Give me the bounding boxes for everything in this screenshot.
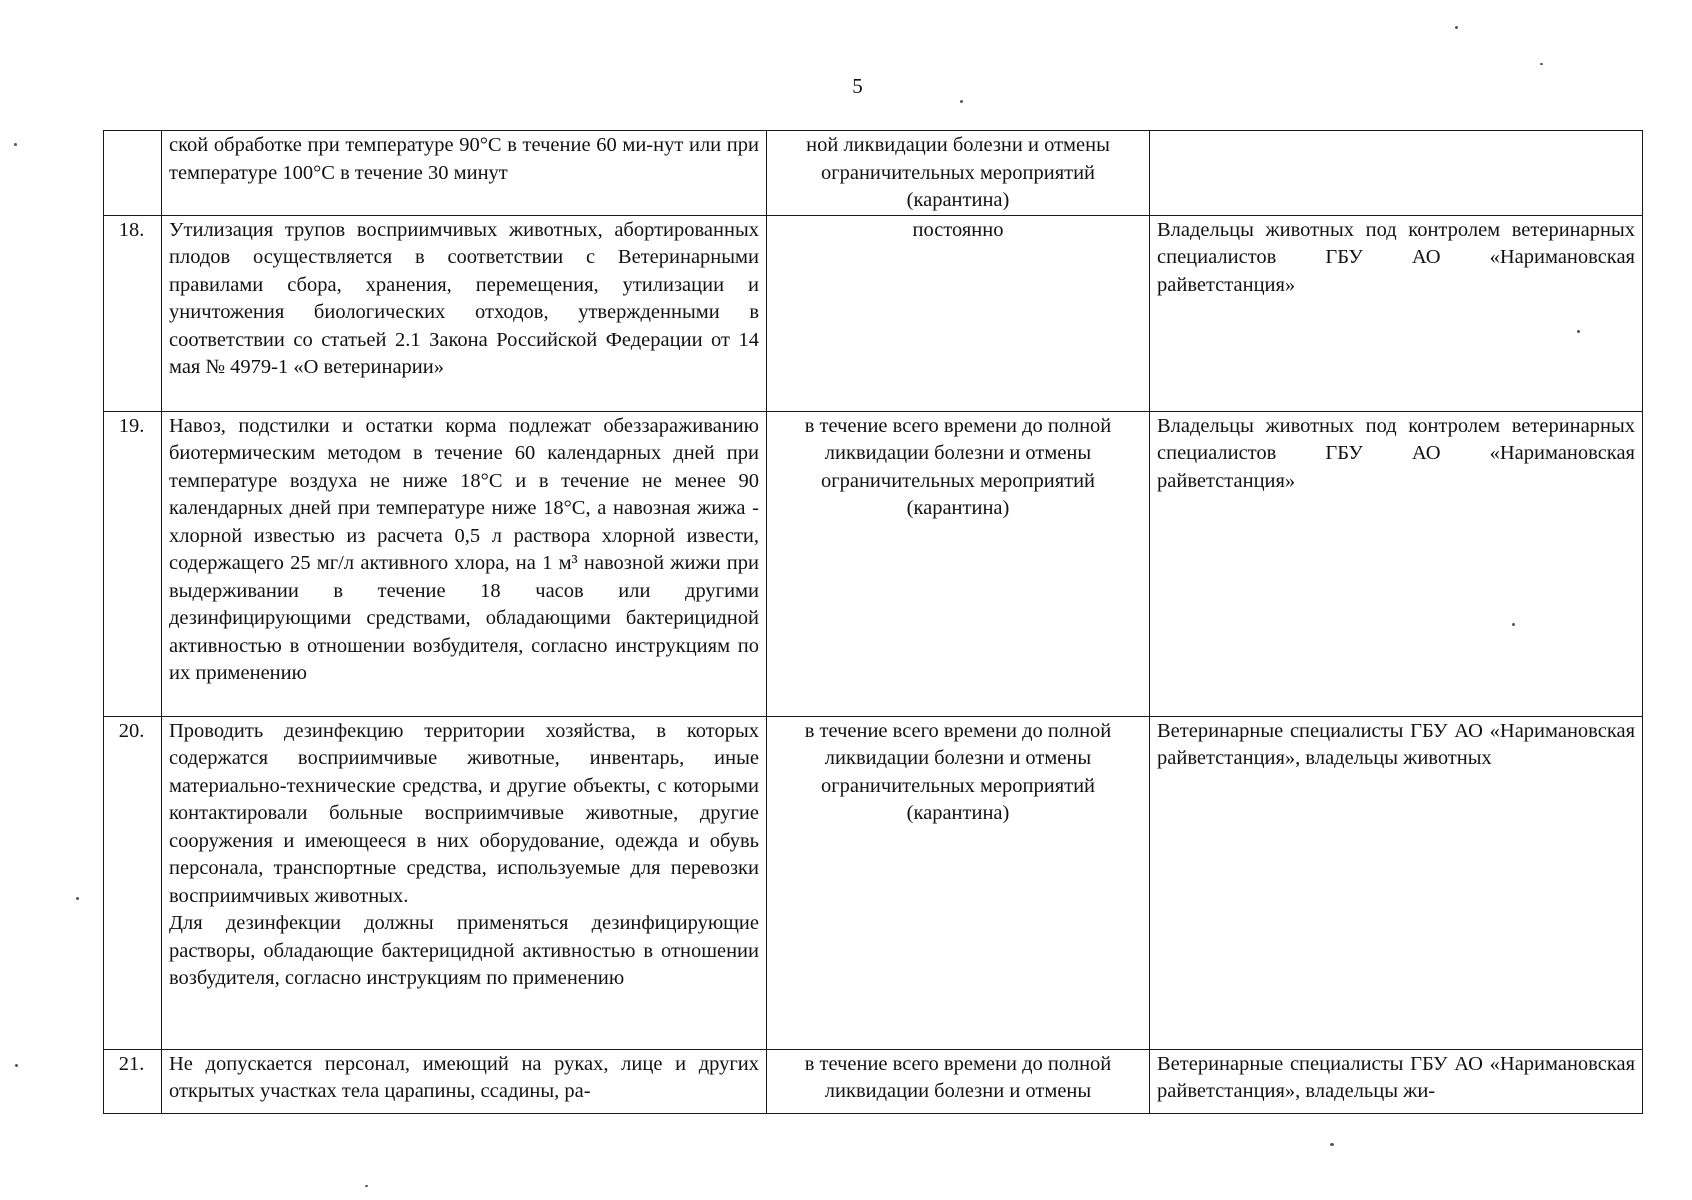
measure-term: ной ликвидации болезни и отмены ограничительных мероприятий (карантина) — [767, 131, 1150, 216]
description-paragraph: Не допускается персонал, имеющий на руках, лице и других открытых участках тела царапины, ссадины, ра- — [169, 1052, 759, 1102]
measure-term: в течение всего времени до полной ликвидации болезни и отмены ограничительных мероприятий (карантина) — [767, 411, 1150, 716]
measure-description — [162, 215, 767, 411]
measure-description — [162, 411, 767, 716]
table-row — [104, 131, 1643, 216]
measure-responsible: Ветеринарные специалисты ГБУ АО «Наримановская райветстанция», владельцы жи- — [1150, 1049, 1643, 1113]
scan-speck — [1455, 26, 1458, 29]
table-row — [104, 215, 1643, 411]
row-number: 20. — [104, 716, 162, 1049]
scan-speck — [14, 143, 17, 146]
description-paragraph: Навоз, подстилки и остатки корма подлежат обеззараживанию биотермическим методом в течение 60 календарных дней при температуре воздуха не ниже 18°С и в течение не менее 90 календарных дней при температуре ниже 18°С, а навозная жижа - хлорной известью из расчета 0,5 л раствора хлорной извести, содержащего 25 мг/л активного хлора, на 1 м³ навозной жижи при выдерживании в течение 18 часов или другими дезинфицирующими средствами, обладающими бактерицидной активностью в отношении возбудителя, согласно инструкциям по их применению — [169, 414, 759, 684]
scan-speck — [76, 897, 79, 900]
row-number — [104, 131, 162, 216]
description-paragraph: Утилизация трупов восприимчивых животных, абортированных плодов осуществляется в соответствии с Ветеринарными правилами сбора, хранения, перемещения, утилизации и уничтожения биологических отходов, утвержденными в соответствии со статьей 2.1 Закона Российской Федерации от 14 мая № 4979-1 «О ветеринарии» — [169, 218, 759, 378]
description-paragraph: Для дезинфекции должны применяться дезинфицирующие растворы, обладающие бактерицидной активностью в отношении возбудителя, согласно инструкциям по применению — [169, 912, 759, 989]
measures-table — [103, 130, 1643, 1114]
page-number: 5 — [852, 74, 863, 98]
scan-speck — [15, 1064, 18, 1067]
scan-speck — [365, 1185, 368, 1187]
table-row — [104, 716, 1643, 1049]
row-number: 21. — [104, 1049, 162, 1113]
scan-speck — [1512, 623, 1515, 626]
measure-description — [162, 1049, 767, 1113]
measure-term: в течение всего времени до полной ликвидации болезни и отмены ограничительных мероприятий (карантина) — [767, 716, 1150, 1049]
table-row — [104, 411, 1643, 716]
table-row — [104, 1049, 1643, 1113]
measure-responsible: Владельцы животных под контролем ветеринарных специалистов ГБУ АО «Наримановская райветстанция» — [1150, 215, 1643, 411]
description-paragraph: ской обработке при температуре 90°С в течение 60 ми-нут или при температуре 100°С в течение 30 минут — [169, 134, 759, 184]
measure-description — [162, 716, 767, 1049]
scan-speck — [1330, 1143, 1334, 1146]
measure-responsible — [1150, 131, 1643, 216]
description-paragraph: Проводить дезинфекцию территории хозяйства, в которых содержатся восприимчивые животные, инвентарь, иные материально-технические средства, и другие объекты, с которыми контактировали больные восприимчивые животные, другие сооружения и имеющееся в них оборудование, одежда и обувь персонала, транспортные средства, используемые для перевозки восприимчивых животных. — [169, 719, 759, 907]
scan-speck — [1577, 330, 1580, 333]
row-number: 19. — [104, 411, 162, 716]
scan-speck — [1540, 63, 1543, 65]
measure-responsible: Владельцы животных под контролем ветеринарных специалистов ГБУ АО «Наримановская райветстанция» — [1150, 411, 1643, 716]
scan-speck — [960, 100, 963, 103]
measure-description — [162, 131, 767, 216]
measure-responsible: Ветеринарные специалисты ГБУ АО «Наримановская райветстанция», владельцы животных — [1150, 716, 1643, 1049]
row-number: 18. — [104, 215, 162, 411]
measure-term: в течение всего времени до полной ликвидации болезни и отмены — [767, 1049, 1150, 1113]
measure-term: постоянно — [767, 215, 1150, 411]
